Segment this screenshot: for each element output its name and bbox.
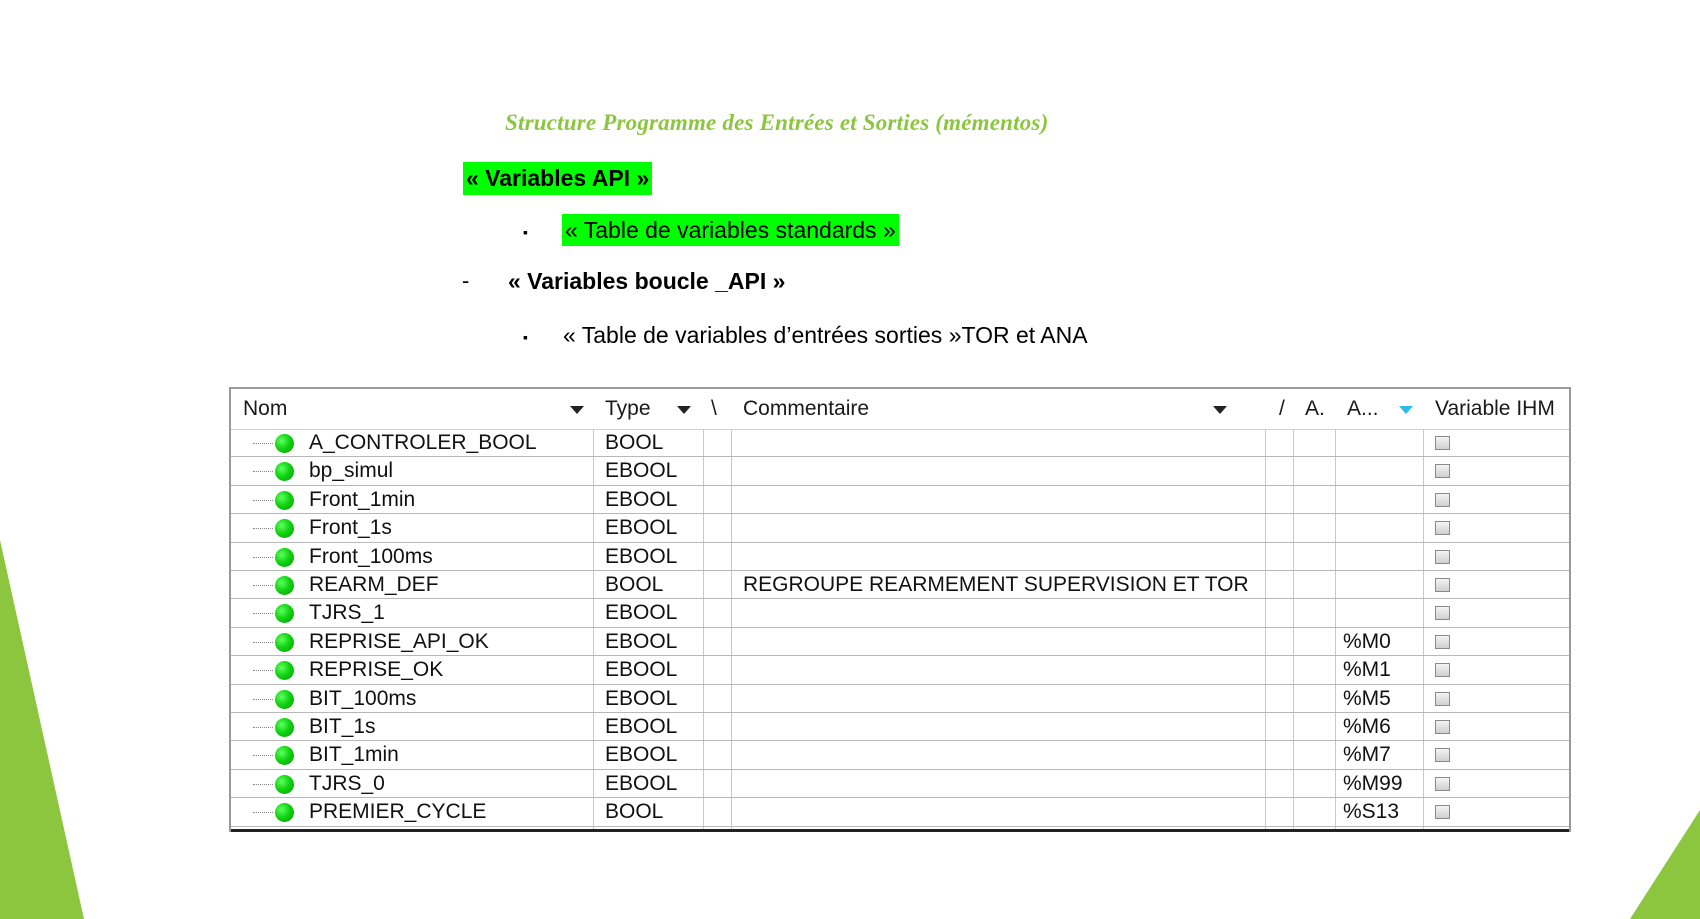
table-row[interactable] bbox=[231, 770, 1569, 798]
variable-name[interactable]: PREMIER_CYCLE bbox=[309, 800, 487, 824]
variable-ihm-checkbox[interactable] bbox=[1435, 550, 1450, 564]
variable-status-icon bbox=[275, 462, 294, 481]
column-header-a[interactable]: A. bbox=[1305, 397, 1325, 420]
variables-table bbox=[229, 387, 1571, 832]
variable-ihm-checkbox[interactable] bbox=[1435, 606, 1450, 620]
right-green-triangle bbox=[1630, 810, 1700, 919]
table-row[interactable] bbox=[231, 514, 1569, 542]
variable-status-icon bbox=[275, 803, 294, 822]
tree-connector bbox=[253, 812, 273, 813]
column-header-variable-ihm[interactable]: Variable IHM bbox=[1435, 397, 1555, 420]
variable-name[interactable]: Front_1min bbox=[309, 487, 416, 511]
variable-name[interactable]: BIT_1min bbox=[309, 743, 399, 767]
variable-ihm-checkbox[interactable] bbox=[1435, 464, 1450, 478]
sort-arrow-icon[interactable] bbox=[1399, 406, 1413, 414]
variable-ihm-checkbox[interactable] bbox=[1435, 493, 1450, 507]
tree-connector bbox=[253, 727, 273, 728]
tree-connector bbox=[253, 443, 273, 444]
column-header-nom[interactable]: Nom bbox=[243, 397, 288, 420]
variable-ihm-checkbox[interactable] bbox=[1435, 436, 1450, 450]
variable-type[interactable]: EBOOL bbox=[605, 544, 678, 568]
tree-connector bbox=[253, 699, 273, 700]
column-header-address[interactable]: A... bbox=[1347, 397, 1379, 420]
variable-ihm-checkbox[interactable] bbox=[1435, 692, 1450, 706]
table-row[interactable] bbox=[231, 656, 1569, 684]
bullet-marker: ▪ bbox=[523, 329, 528, 345]
table-row[interactable] bbox=[231, 543, 1569, 571]
variable-name[interactable]: TJRS_1 bbox=[309, 601, 385, 625]
variable-address[interactable]: %M99 bbox=[1343, 771, 1403, 795]
left-green-triangle bbox=[0, 540, 90, 919]
heading-table-variables-standards: « Table de variables standards » bbox=[562, 214, 899, 246]
variable-ihm-checkbox[interactable] bbox=[1435, 720, 1450, 734]
variable-type[interactable]: EBOOL bbox=[605, 601, 678, 625]
heading-variables-api: « Variables API » bbox=[463, 162, 652, 195]
tree-connector bbox=[253, 528, 273, 529]
tree-connector bbox=[253, 613, 273, 614]
table-row[interactable] bbox=[231, 628, 1569, 656]
table-row[interactable] bbox=[231, 741, 1569, 769]
table-row[interactable] bbox=[231, 429, 1569, 457]
variable-address[interactable]: %S13 bbox=[1343, 800, 1400, 824]
dash-marker: - bbox=[462, 268, 470, 293]
variable-address[interactable]: %M6 bbox=[1343, 715, 1391, 738]
variable-status-icon bbox=[275, 690, 294, 709]
variable-address[interactable]: %M1 bbox=[1343, 658, 1391, 682]
variable-address[interactable]: %M7 bbox=[1343, 743, 1391, 767]
tree-connector bbox=[253, 471, 273, 472]
variable-name[interactable]: bp_simul bbox=[309, 459, 394, 483]
variable-type[interactable]: EBOOL bbox=[605, 658, 678, 682]
variable-name[interactable]: REARM_DEF bbox=[309, 573, 439, 596]
dropdown-arrow-icon[interactable] bbox=[677, 406, 691, 414]
dropdown-arrow-icon[interactable] bbox=[570, 406, 584, 414]
variable-type[interactable]: EBOOL bbox=[605, 743, 678, 767]
variable-status-icon bbox=[275, 746, 294, 765]
variable-type[interactable]: EBOOL bbox=[605, 771, 678, 795]
variable-name[interactable]: Front_100ms bbox=[309, 544, 433, 568]
variable-status-icon bbox=[275, 434, 294, 453]
table-row[interactable] bbox=[231, 685, 1569, 713]
variable-name[interactable]: REPRISE_API_OK bbox=[309, 629, 489, 653]
table-row[interactable] bbox=[231, 486, 1569, 514]
variable-type[interactable]: EBOOL bbox=[605, 686, 678, 710]
table-bottom-border bbox=[231, 829, 1569, 832]
variable-address[interactable]: %M5 bbox=[1343, 686, 1391, 710]
slide-title: Structure Programme des Entrées et Sorties (mémentos) bbox=[505, 110, 1049, 135]
variable-name[interactable]: BIT_100ms bbox=[309, 686, 417, 710]
variable-type[interactable]: BOOL bbox=[605, 800, 664, 824]
variable-type[interactable]: EBOOL bbox=[605, 487, 678, 511]
variable-ihm-checkbox[interactable] bbox=[1435, 777, 1450, 791]
variable-ihm-checkbox[interactable] bbox=[1435, 578, 1450, 592]
tree-connector bbox=[253, 500, 273, 501]
variable-name[interactable]: TJRS_0 bbox=[309, 771, 385, 795]
tree-connector bbox=[253, 585, 273, 586]
variable-ihm-checkbox[interactable] bbox=[1435, 521, 1450, 535]
variable-name[interactable]: A_CONTROLER_BOOL bbox=[309, 431, 537, 454]
variable-status-icon bbox=[275, 604, 294, 623]
column-header-truncated[interactable]: \ bbox=[711, 397, 717, 420]
variable-ihm-checkbox[interactable] bbox=[1435, 635, 1450, 649]
column-header-truncated[interactable]: / bbox=[1279, 397, 1285, 420]
variable-address[interactable]: %M0 bbox=[1343, 629, 1391, 653]
column-header-commentaire[interactable]: Commentaire bbox=[743, 397, 870, 420]
variable-ihm-checkbox[interactable] bbox=[1435, 663, 1450, 677]
tree-connector bbox=[253, 784, 273, 785]
table-header bbox=[231, 389, 1569, 430]
variable-status-icon bbox=[275, 491, 294, 510]
variable-name[interactable]: Front_1s bbox=[309, 516, 392, 540]
table-row[interactable] bbox=[231, 457, 1569, 485]
variable-type[interactable]: EBOOL bbox=[605, 629, 678, 653]
variable-type[interactable]: EBOOL bbox=[605, 516, 678, 540]
tree-connector bbox=[253, 642, 273, 643]
variable-status-icon bbox=[275, 576, 294, 595]
variable-status-icon bbox=[275, 548, 294, 567]
table-row[interactable] bbox=[231, 713, 1569, 741]
tree-connector bbox=[253, 670, 273, 671]
column-header-type[interactable]: Type bbox=[605, 397, 651, 420]
table-row[interactable] bbox=[231, 571, 1569, 599]
tree-connector bbox=[253, 755, 273, 756]
variable-status-icon bbox=[275, 633, 294, 652]
variable-ihm-checkbox[interactable] bbox=[1435, 748, 1450, 762]
tree-connector bbox=[253, 557, 273, 558]
variable-type[interactable]: EBOOL bbox=[605, 459, 678, 483]
variable-type[interactable]: BOOL bbox=[605, 573, 664, 596]
variable-status-icon bbox=[275, 661, 294, 680]
heading-variables-boucle-api: « Variables boucle _API » bbox=[508, 268, 786, 294]
variable-comment[interactable]: REGROUPE REARMEMENT SUPERVISION ET TOR bbox=[743, 573, 1249, 596]
heading-table-entrees-sorties: « Table de variables d’entrées sorties »TOR et ANA bbox=[563, 322, 1088, 348]
table-row[interactable] bbox=[231, 599, 1569, 627]
variable-type[interactable]: EBOOL bbox=[605, 715, 678, 738]
variable-ihm-checkbox[interactable] bbox=[1435, 805, 1450, 819]
table-row[interactable] bbox=[231, 798, 1569, 826]
bullet-marker: ▪ bbox=[523, 224, 528, 240]
variable-name[interactable]: REPRISE_OK bbox=[309, 658, 444, 682]
dropdown-arrow-icon[interactable] bbox=[1213, 406, 1227, 414]
variable-status-icon bbox=[275, 775, 294, 794]
variable-name[interactable]: BIT_1s bbox=[309, 715, 376, 738]
variable-status-icon bbox=[275, 519, 294, 538]
variable-type[interactable]: BOOL bbox=[605, 431, 664, 454]
variable-status-icon bbox=[275, 718, 294, 737]
